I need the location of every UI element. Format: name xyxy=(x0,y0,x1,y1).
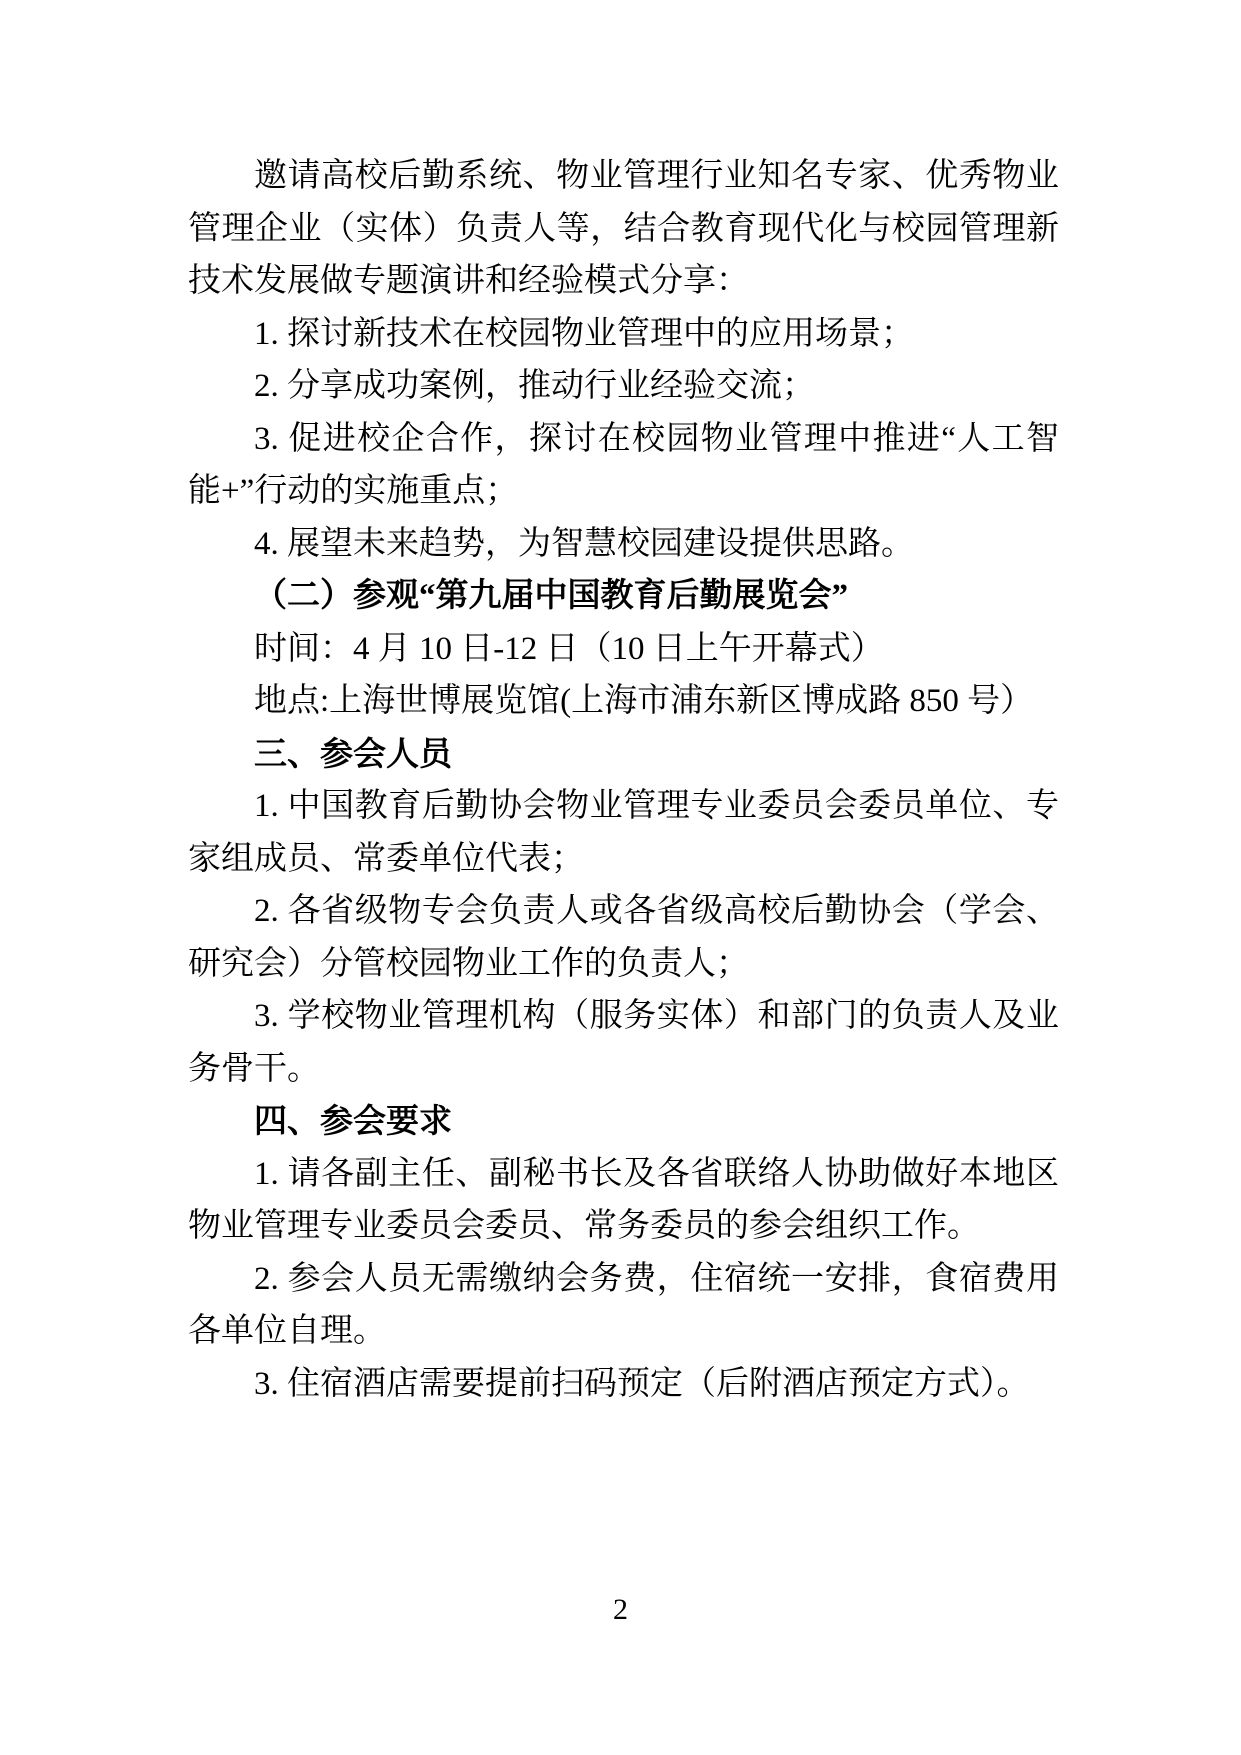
heading-section-two: （二）参观“第九届中国教育后勤展览会” xyxy=(254,578,848,614)
para-agenda-item-3: 3. 促进校企合作，探讨在校园物业管理中推进“人工智能+”行动的实施重点； xyxy=(188,420,1059,509)
para-exhibition-time: 时间：4 月 10 日-12 日（10 日上午开幕式） xyxy=(254,630,884,667)
para-agenda-item-2: 2. 分享成功案例，推动行业经验交流； xyxy=(254,368,815,404)
para-exhibition-location: 地点:上海世博展览馆(上海市浦东新区博成路 850 号） xyxy=(254,683,1034,719)
document-body xyxy=(188,150,1059,1410)
para-requirement-1: 1. 请各副主任、副秘书长及各省联络人协助做好本地区物业管理专业委员会委员、常务委员的参会组织工作。 xyxy=(188,1155,1059,1244)
page-number: 2 xyxy=(613,1593,628,1626)
para-requirement-2: 2. 参会人员无需缴纳会务费，住宿统一安排，食宿费用各单位自理。 xyxy=(188,1260,1059,1349)
para-requirement-3: 3. 住宿酒店需要提前扫码预定（后附酒店预定方式）。 xyxy=(254,1365,1030,1402)
para-invite-intro: 邀请高校后勤系统、物业管理行业知名专家、优秀物业管理企业（实体）负责人等，结合教育现代化与校园管理新技术发展做专题演讲和经验模式分享： xyxy=(188,158,1059,299)
heading-section-three: 三、参会人员 xyxy=(254,734,452,772)
para-attendee-3: 3. 学校物业管理机构（服务实体）和部门的负责人及业务骨干。 xyxy=(188,998,1059,1087)
para-attendee-1: 1. 中国教育后勤协会物业管理专业委员会委员单位、专家组成员、常委单位代表； xyxy=(188,788,1059,877)
heading-section-four: 四、参会要求 xyxy=(254,1102,452,1139)
para-attendee-2: 2. 各省级物专会负责人或各省级高校后勤协会（学会、研究会）分管校园物业工作的负责人； xyxy=(188,893,1059,982)
para-agenda-item-4: 4. 展望未来趋势，为智慧校园建设提供思路。 xyxy=(254,525,914,562)
para-agenda-item-1: 1. 探讨新技术在校园物业管理中的应用场景； xyxy=(254,315,914,352)
page-footer xyxy=(0,1592,1241,1628)
